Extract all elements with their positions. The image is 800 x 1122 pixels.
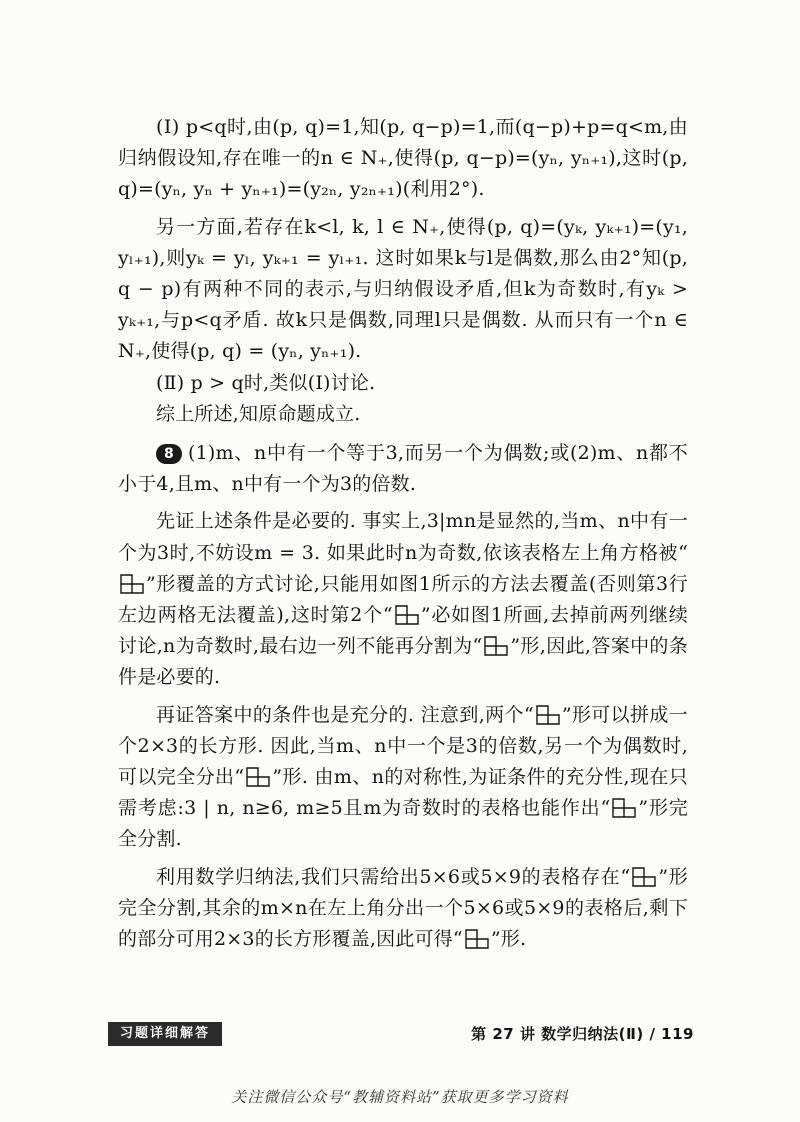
page-body [118,112,688,955]
paragraph-uniqueness: 另一方面,若存在k<l, k, l ∈ N₊,使得(p, q)=(yₖ, yₖ₊₁)=(y₁, yₗ₊₁),则yₖ = yₗ, yₖ₊₁ = yₗ₊₁. 这时如果k与l是偶数,那么由2°知(p, q − p)有两种不同的表示,与归纳假设矛盾,但k为奇数时,有yₖ > yₖ₊₁,与p<q矛盾. 故k只是偶数,同理l只是偶数. 从而只有一个n ∈ N₊,使得(p, q) = (yₙ, yₙ₊₁). [118,215,688,363]
section-tag: 习题详细解答 [108,1022,222,1046]
handwritten-watermark: 关注微信公众号“教辅资料站”获取更多学习资料 [231,1088,569,1106]
l-tromino-icon [632,867,656,887]
l-tromino-icon [536,705,560,725]
sufficiency-text-b: ”形可以拼成一个2×3的长方形. 因此,当m、n中一个是3的倍数,另一个为偶数时,可以完全分出“ [118,703,688,789]
problem-number-badge: 8 [156,444,182,464]
paragraph-case-2: (Ⅱ) p > q时,类似(Ⅰ)讨论. [156,371,376,394]
paragraph-conclusion: 综上所述,知原命题成立. [156,402,361,425]
paragraph-sufficiency [118,700,688,856]
necessity-text-d: ”形,因此,答案中的条件是必要的. [118,635,688,689]
paragraph-answer-8 [118,438,688,500]
sufficiency-text-d: ”形完全分割. [118,797,688,851]
l-tromino-icon [612,798,636,818]
answer-8-text: (1)m、n中有一个等于3,而另一个为偶数;或(2)m、n都不小于4,且m、n中有一个为3的倍数. [118,442,688,496]
necessity-text-a: 先证上述条件是必要的. 事实上,3|mn是显然的,当m、n中有一个为3时,不妨设m = 3. 如果此时n为奇数,依该表格左上角方格被“ [118,510,688,564]
paragraph-necessity [118,506,688,693]
paragraph-induction [118,862,688,956]
l-tromino-icon [465,929,489,949]
l-tromino-icon [484,636,508,656]
induction-text-c: ”形. [490,928,527,951]
l-tromino-icon [246,767,270,787]
paragraph-case-1: (Ⅰ) p<q时,由(p, q)=1,知(p, q−p)=1,而(q−p)+p=q<m,由归纳假设知,存在唯一的n ∈ N₊,使得(p, q−p)=(yₙ, yₙ₊₁),这时(p, q)=(yₙ, yₙ + yₙ₊₁)=(y₂ₙ, y₂ₙ₊₁)(利用2°). [118,116,688,201]
induction-text-b: ”形完全分割,其余的m×n在左上角分出一个5×6或5×9的表格后,剩下的部分可用2×3的长方形覆盖,因此可得“ [118,865,688,951]
necessity-text-c: ”必如图1所画,去掉前两列继续讨论,n为奇数时,最右边一列不能再分割为“ [118,604,688,658]
l-tromino-icon [395,605,419,625]
l-tromino-icon [120,574,144,594]
sufficiency-text-a: 再证答案中的条件也是充分的. 注意到,两个“ [156,703,534,726]
sufficiency-text-c: ”形. 由m、n的对称性,为证条件的充分性,现在只需考虑:3 | n, n≥6, m≥5且m为奇数时的表格也能作出“ [118,766,688,820]
page-footer [108,1022,694,1048]
chapter-page-title: 第 27 讲 数学归纳法(Ⅱ) / 119 [471,1025,694,1043]
induction-text-a: 利用数学归纳法,我们只需给出5×6或5×9的表格存在“ [156,865,631,888]
necessity-text-b: ”形覆盖的方式讨论,只能用如图1所示的方法去覆盖(否则第3行左边两格无法覆盖),这时第2个“ [118,572,688,627]
